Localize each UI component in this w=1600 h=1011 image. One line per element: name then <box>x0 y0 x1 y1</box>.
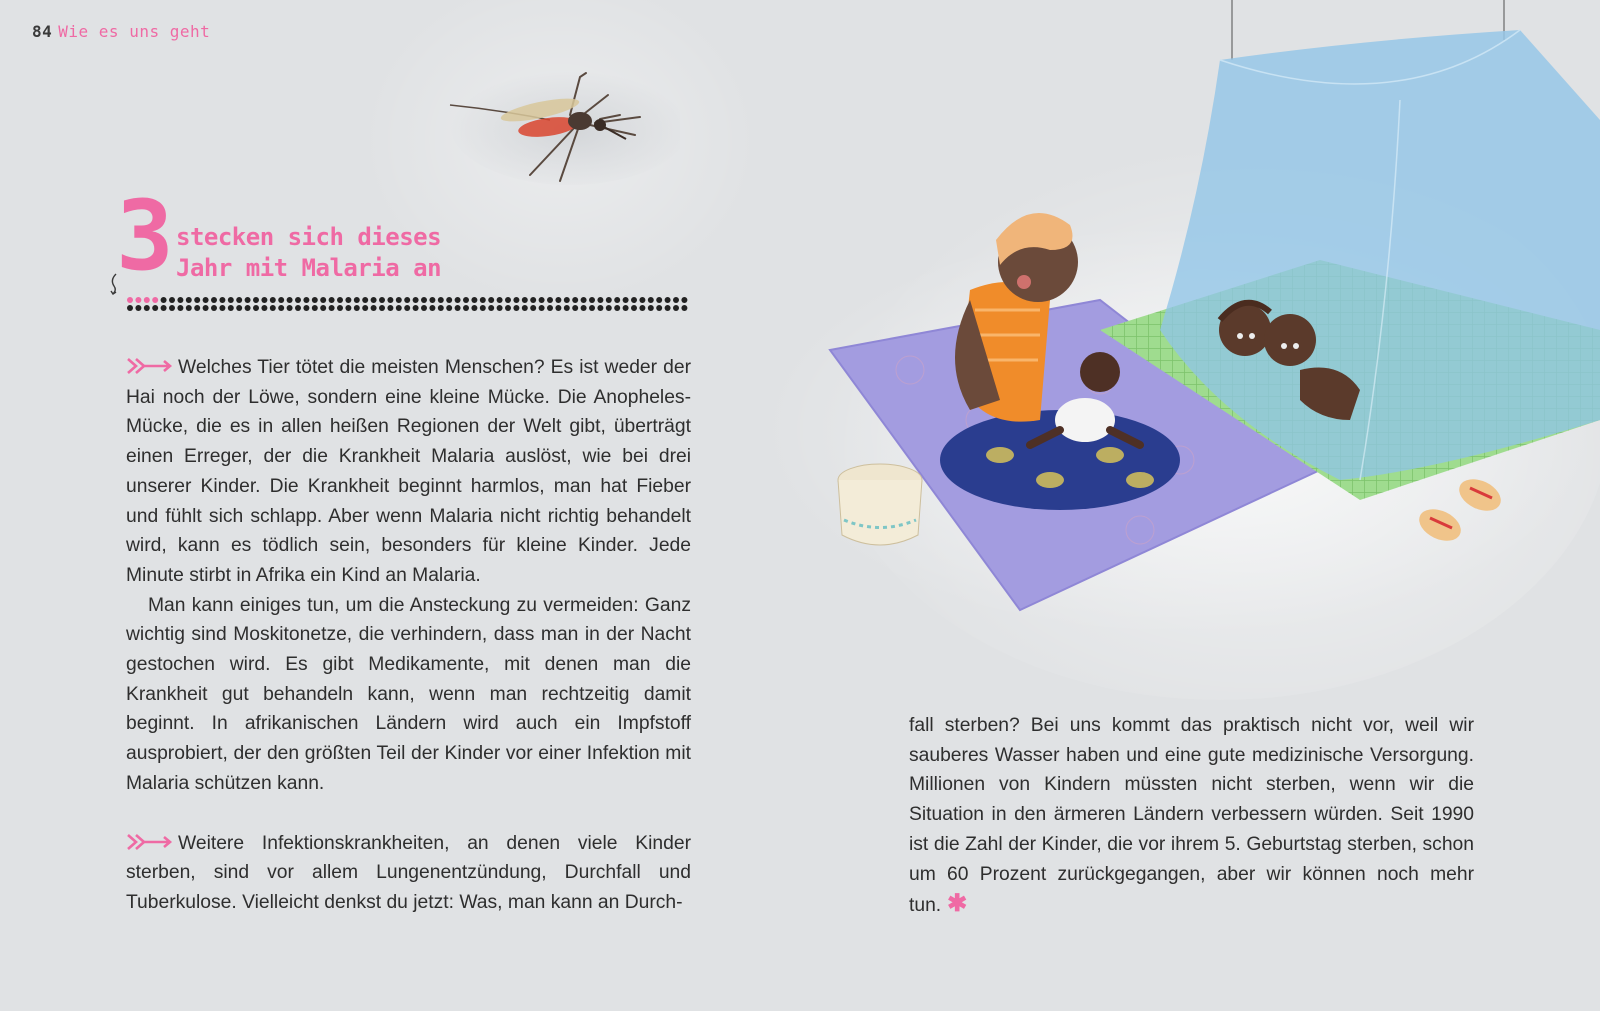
divider-dot <box>639 305 645 311</box>
headline-text: stecken sich dieses Jahr mit Malaria an <box>176 223 442 282</box>
divider-dot <box>371 305 377 311</box>
divider-dot <box>211 297 217 303</box>
divider-dot <box>522 297 528 303</box>
dotted-divider <box>126 296 692 316</box>
divider-dot <box>404 305 410 311</box>
paragraph-text: fall sterben? Bei uns kommt das praktisch nicht vor, weil wir sauberes Wasser haben und eine gute medizinische Versorgung. Millionen von Kindern müssten nicht sterben, wenn wir die Situation in den ärmeren Ländern verbessern würden. Seit 1990 ist die Zahl der Kinder, die vor ihrem 5. Geburtstag sterben, schon um 60 Prozent zurückgegangen, aber wir können noch mehr tun. <box>909 715 1474 917</box>
divider-dot <box>639 297 645 303</box>
divider-dot <box>438 297 444 303</box>
divider-dot <box>606 305 612 311</box>
divider-dot <box>177 297 183 303</box>
divider-dot <box>194 297 200 303</box>
divider-dot <box>261 305 267 311</box>
divider-dot <box>614 305 620 311</box>
divider-dot <box>287 297 293 303</box>
divider-dot <box>169 297 175 303</box>
divider-dot <box>144 297 150 303</box>
divider-dot <box>455 305 461 311</box>
divider-dot <box>135 305 141 311</box>
divider-dot <box>312 297 318 303</box>
divider-dot <box>228 305 234 311</box>
divider-dot <box>589 305 595 311</box>
divider-dot <box>555 305 561 311</box>
divider-dot <box>127 305 133 311</box>
section-title: Wie es uns geht <box>58 22 211 41</box>
divider-dot <box>513 297 519 303</box>
divider-dot <box>597 297 603 303</box>
divider-dot <box>152 297 158 303</box>
divider-dot <box>564 297 570 303</box>
divider-dot <box>169 305 175 311</box>
divider-dot <box>236 305 242 311</box>
divider-dot <box>362 297 368 303</box>
divider-dot <box>665 297 671 303</box>
family-mosquito-net-illustration <box>800 0 1600 700</box>
divider-dot <box>354 297 360 303</box>
divider-dot <box>194 305 200 311</box>
divider-dot <box>623 305 629 311</box>
divider-dot <box>379 305 385 311</box>
divider-dot <box>396 305 402 311</box>
divider-dot <box>681 305 687 311</box>
divider-dot <box>270 297 276 303</box>
divider-dot <box>572 297 578 303</box>
divider-dot <box>446 297 452 303</box>
divider-dot <box>631 297 637 303</box>
divider-dot <box>186 297 192 303</box>
divider-dot <box>488 297 494 303</box>
divider-dot <box>203 297 209 303</box>
divider-dot <box>421 305 427 311</box>
divider-dot <box>396 297 402 303</box>
divider-dot <box>295 305 301 311</box>
divider-dot <box>161 297 167 303</box>
divider-dot <box>413 297 419 303</box>
divider-dot <box>177 305 183 311</box>
divider-dot <box>673 305 679 311</box>
divider-dot <box>429 305 435 311</box>
divider-dot <box>287 305 293 311</box>
divider-dot <box>303 305 309 311</box>
divider-dot <box>144 305 150 311</box>
divider-dot <box>547 297 553 303</box>
divider-dot <box>320 305 326 311</box>
double-chevron-arrow-icon <box>126 357 174 375</box>
divider-dot <box>261 297 267 303</box>
divider-dot <box>572 305 578 311</box>
divider-dot <box>278 297 284 303</box>
divider-dot <box>547 305 553 311</box>
divider-dot <box>606 297 612 303</box>
divider-dot <box>245 297 251 303</box>
divider-dot <box>135 297 141 303</box>
divider-dot <box>589 297 595 303</box>
divider-dot <box>581 297 587 303</box>
divider-dot <box>522 305 528 311</box>
divider-dot <box>345 297 351 303</box>
divider-dot <box>303 297 309 303</box>
divider-dot <box>471 305 477 311</box>
paragraph-text: Weitere Infektionskrankheiten, an denen viele Kinder sterben, sind vor allem Lungenentzündung, Durchfall und Tuberkulose. Vielleicht denkst du jetzt: Was, man kann an Durch- <box>126 832 691 913</box>
divider-dot <box>497 297 503 303</box>
divider-dot <box>497 305 503 311</box>
divider-dot <box>648 297 654 303</box>
mosquito-illustration <box>430 55 680 195</box>
divider-dot <box>505 297 511 303</box>
divider-dot <box>631 305 637 311</box>
divider-dot <box>681 297 687 303</box>
divider-dot <box>337 297 343 303</box>
divider-dot <box>337 305 343 311</box>
paragraph <box>909 711 1474 921</box>
divider-dot <box>329 297 335 303</box>
divider-dot <box>488 305 494 311</box>
divider-dot <box>429 297 435 303</box>
divider-dot <box>320 297 326 303</box>
divider-dot <box>597 305 603 311</box>
divider-dot <box>673 297 679 303</box>
divider-dot <box>152 305 158 311</box>
divider-dot <box>245 305 251 311</box>
divider-dot <box>413 305 419 311</box>
running-head <box>32 22 210 41</box>
divider-dot <box>253 305 259 311</box>
divider-dot <box>404 297 410 303</box>
divider-dot <box>270 305 276 311</box>
divider-dot <box>329 305 335 311</box>
woven-basket <box>838 464 922 545</box>
divider-dot <box>656 305 662 311</box>
divider-dot <box>127 297 133 303</box>
divider-dot <box>219 297 225 303</box>
divider-dot <box>555 297 561 303</box>
divider-dot <box>530 305 536 311</box>
divider-dot <box>455 297 461 303</box>
divider-dot <box>379 297 385 303</box>
divider-dot <box>446 305 452 311</box>
squiggle-decoration <box>108 272 122 296</box>
paragraph <box>126 829 691 918</box>
divider-dot <box>203 305 209 311</box>
divider-dot <box>312 305 318 311</box>
paragraph: Man kann einiges tun, um die Ansteckung zu vermeiden: Ganz wichtig sind Moskitonetze, die verhindern, dass man in der Nacht gestochen wird. Es gibt Medikamente, mit denen man die Krankheit gut behandeln kann, wenn man rechtzeitig damit beginnt. In afrikanischen Ländern wird auch ein Impfstoff ausprobiert, der den größten Teil der Kinder vor einer Infektion mit Malaria schützen kann. <box>126 594 691 794</box>
divider-dot <box>564 305 570 311</box>
divider-dot <box>219 305 225 311</box>
divider-dot <box>471 297 477 303</box>
headline-number: 3 <box>116 180 174 292</box>
divider-dot <box>480 297 486 303</box>
divider-dot <box>530 297 536 303</box>
divider-dot <box>463 305 469 311</box>
divider-dot <box>480 305 486 311</box>
text-column-left <box>126 353 691 918</box>
divider-dot <box>505 305 511 311</box>
divider-dot <box>362 305 368 311</box>
paragraph-text: Welches Tier tötet die meisten Menschen? Es ist weder der Hai noch der Löwe, sondern eine kleine Mücke. Die Anopheles-Mücke, die es in allen heißen Regionen der Welt gibt, überträgt einen Erreger, der die Krankheit Malaria auslöst, wie bei drei unserer Kinder. Die Krankheit beginnt harmlos, man hat Fieber und fühlt sich schlapp. Aber wenn Malaria nicht richtig behandelt wird, kann es tödlich sein, besonders für kleine Kinder. Jede Minute stirbt in Afrika ein Kind an Malaria. <box>126 357 691 586</box>
divider-dot <box>278 305 284 311</box>
divider-dot <box>513 305 519 311</box>
divider-dot <box>581 305 587 311</box>
text-column-right <box>909 711 1474 921</box>
divider-dot <box>648 305 654 311</box>
divider-dot <box>463 297 469 303</box>
divider-dot <box>186 305 192 311</box>
divider-dot <box>253 297 259 303</box>
divider-dot <box>421 297 427 303</box>
divider-dot <box>539 297 545 303</box>
divider-dot <box>539 305 545 311</box>
divider-dot <box>387 305 393 311</box>
divider-dot <box>236 297 242 303</box>
divider-dot <box>438 305 444 311</box>
double-chevron-arrow-icon <box>126 833 174 851</box>
paragraph <box>126 353 691 591</box>
divider-dot <box>345 305 351 311</box>
divider-dot <box>387 297 393 303</box>
divider-dot <box>371 297 377 303</box>
page-number: 84 <box>32 22 53 41</box>
divider-dot <box>211 305 217 311</box>
divider-dot <box>614 297 620 303</box>
divider-dot <box>354 305 360 311</box>
divider-dot <box>665 305 671 311</box>
divider-dot <box>623 297 629 303</box>
divider-dot <box>295 297 301 303</box>
divider-dot <box>161 305 167 311</box>
divider-dot <box>228 297 234 303</box>
asterisk-icon: ✱ <box>947 890 968 918</box>
divider-dot <box>656 297 662 303</box>
